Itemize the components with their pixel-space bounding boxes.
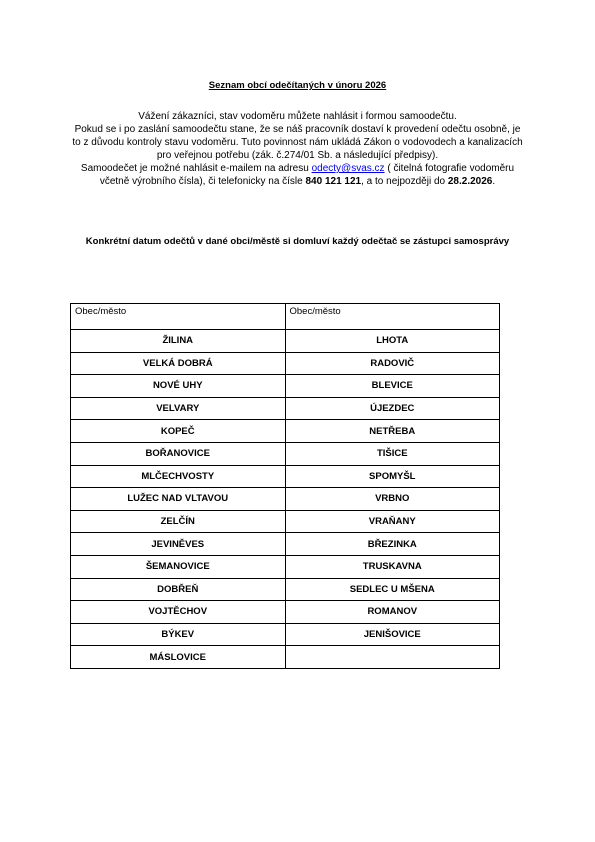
table-row — [71, 465, 500, 488]
intro-text-segment: ( čitelná fotografie vodoměru včetně výrobního čísla), či telefonicky na čísle — [99, 163, 515, 187]
column-header: Obec/město — [285, 304, 500, 330]
table-row — [71, 330, 500, 353]
town-cell: JENIŠOVICE — [285, 623, 500, 646]
intro-paragraph-3 — [70, 162, 525, 188]
town-cell: ŠEMANOVICE — [71, 555, 286, 578]
table-row — [71, 397, 500, 420]
table-row — [71, 646, 500, 669]
town-cell: VRAŇANY — [285, 510, 500, 533]
table-header-row — [71, 304, 500, 330]
table-row — [71, 375, 500, 398]
town-cell: KOPEČ — [71, 420, 286, 443]
town-cell: MLČECHVOSTY — [71, 465, 286, 488]
intro-paragraph-1: Vážení zákazníci, stav vodoměru můžete nahlásit i formou samoodečtu. — [138, 111, 457, 122]
town-cell: BÝKEV — [71, 623, 286, 646]
town-cell: MÁSLOVICE — [71, 646, 286, 669]
town-cell: BOŘANOVICE — [71, 442, 286, 465]
town-cell: ROMANOV — [285, 601, 500, 624]
table-row — [71, 578, 500, 601]
intro-text-segment: . — [492, 176, 496, 187]
table-row — [71, 442, 500, 465]
page-title: Seznam obcí odečítaných v únoru 2026 — [208, 80, 387, 91]
town-cell: ŽILINA — [71, 330, 286, 353]
town-cell: ÚJEZDEC — [285, 397, 500, 420]
towns-table — [70, 303, 500, 669]
intro-paragraph-2: Pokud se i po zaslání samoodečtu stane, že se náš pracovník dostaví k provedení odečtu osobně, je to z důvodu kontroly stavu vodoměru. Tuto povinnost nám ukládá Zákon o vodovodech a kanalizacích pro veřejnou potřebu (zák. č.274/01 Sb. a následující předpisy). — [72, 124, 523, 161]
table-row — [71, 533, 500, 556]
table-row — [71, 420, 500, 443]
town-cell: VRBNO — [285, 488, 500, 511]
town-cell — [285, 646, 500, 669]
town-cell: RADOVIČ — [285, 352, 500, 375]
town-cell: JEVINĚVES — [71, 533, 286, 556]
column-header: Obec/město — [71, 304, 286, 330]
town-cell: BLEVICE — [285, 375, 500, 398]
town-cell: ZELČÍN — [71, 510, 286, 533]
phone-number: 840 121 121 — [305, 176, 362, 187]
town-cell: NOVÉ UHY — [71, 375, 286, 398]
notice-text: Konkrétní datum odečtů v dané obci/městě si domluví každý odečtač se zástupci samosprávy — [85, 236, 510, 247]
town-cell: TIŠICE — [285, 442, 500, 465]
table-row — [71, 352, 500, 375]
table-row — [71, 601, 500, 624]
town-cell: SPOMYŠL — [285, 465, 500, 488]
town-cell: DOBŘEŇ — [71, 578, 286, 601]
town-cell: VELKÁ DOBRÁ — [71, 352, 286, 375]
intro-text-segment: Samoodečet je možné nahlásit e-mailem na adresu — [80, 163, 312, 174]
town-cell: VELVARY — [71, 397, 286, 420]
intro-text-segment: , a to nejpozději do — [361, 176, 448, 187]
deadline-date: 28.2.2026 — [447, 176, 493, 187]
table-row — [71, 555, 500, 578]
town-cell: NETŘEBA — [285, 420, 500, 443]
town-cell: BŘEZINKA — [285, 533, 500, 556]
table-row — [71, 510, 500, 533]
table-row — [71, 623, 500, 646]
town-cell: SEDLEC U MŠENA — [285, 578, 500, 601]
town-cell: LHOTA — [285, 330, 500, 353]
town-cell: LUŽEC NAD VLTAVOU — [71, 488, 286, 511]
table-row — [71, 488, 500, 511]
town-cell: TRUSKAVNA — [285, 555, 500, 578]
email-link[interactable]: odecty@svas.cz — [311, 163, 385, 174]
town-cell: VOJTĚCHOV — [71, 601, 286, 624]
intro-text — [70, 110, 525, 188]
